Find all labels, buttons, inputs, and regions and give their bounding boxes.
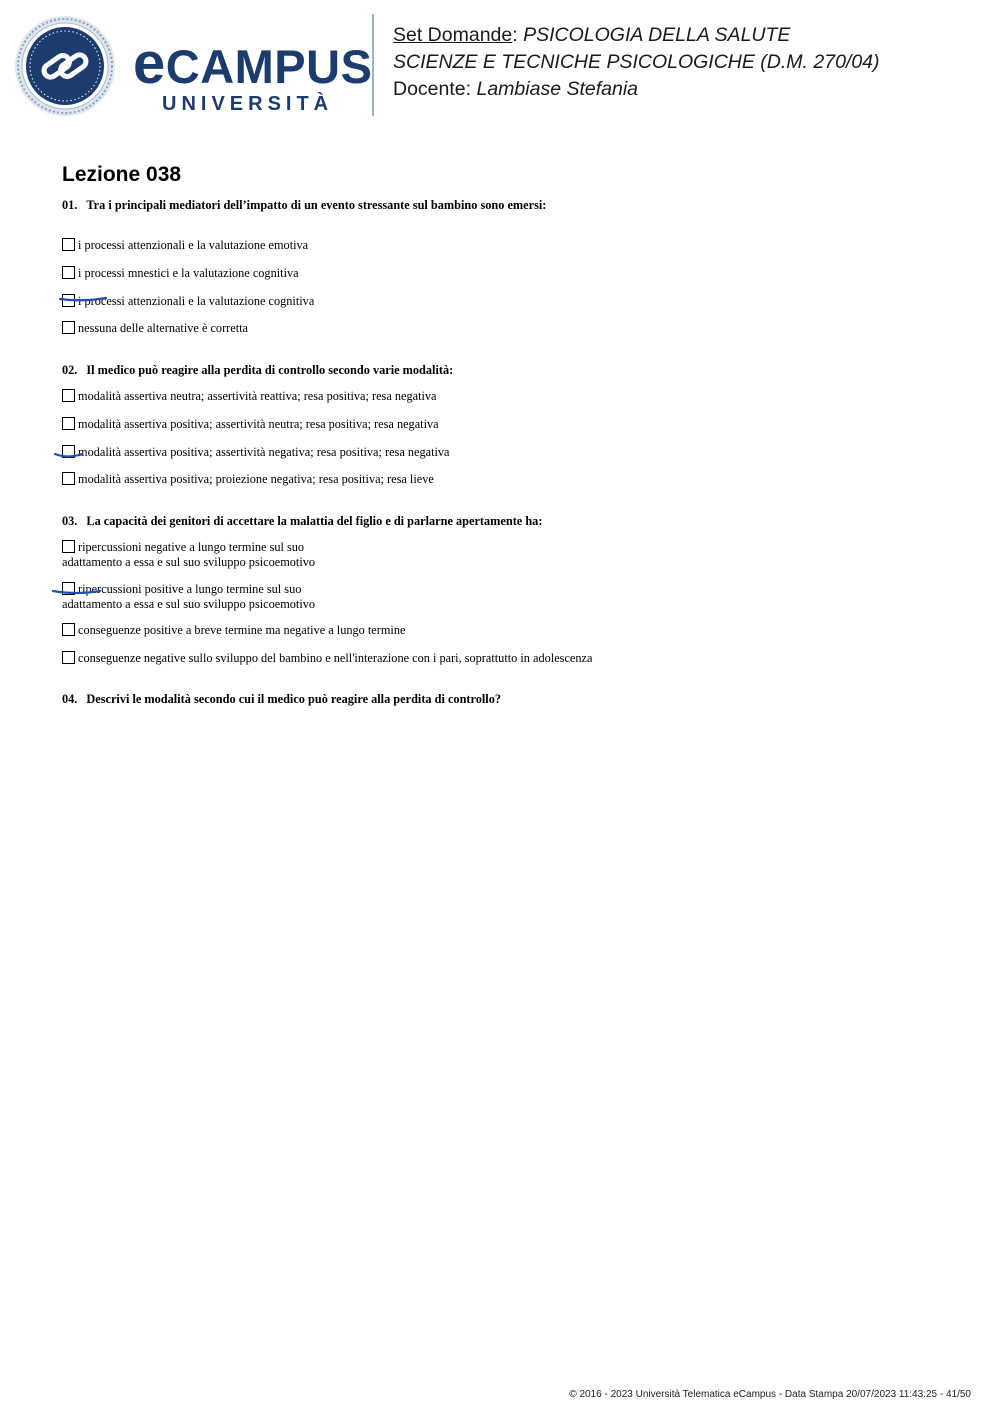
ecampus-wordmark (133, 31, 373, 115)
answer-option[interactable] (62, 294, 314, 309)
lesson-title: Lezione 038 (62, 163, 182, 186)
teacher-label: Docente (393, 78, 466, 100)
question-number: 03. (62, 514, 78, 528)
header-divider (372, 14, 374, 116)
page-header (0, 0, 1000, 130)
option-text: ripercussioni positive a lungo termine sul suo (78, 582, 302, 596)
answer-option[interactable] (62, 540, 315, 569)
answer-option[interactable] (62, 417, 439, 432)
answer-option[interactable] (62, 651, 592, 666)
answer-option[interactable] (62, 238, 308, 253)
option-text: modalità assertiva positiva; assertività negativa; resa positiva; resa negativa (78, 445, 450, 459)
option-text: modalità assertiva positiva; assertività neutra; resa positiva; resa negativa (78, 417, 439, 431)
option-text: i processi attenzionali e la valutazione cognitiva (78, 294, 315, 308)
checkbox[interactable] (62, 417, 75, 430)
answer-option[interactable] (62, 623, 405, 638)
checkbox[interactable] (62, 651, 75, 664)
question-04 (62, 692, 622, 706)
ecampus-seal-logo (14, 15, 116, 117)
option-text: modalità assertiva positiva; proiezione negativa; resa positiva; resa lieve (78, 472, 434, 486)
option-text-cont: adattamento a essa e sul suo sviluppo psicoemotivo (62, 554, 316, 569)
answer-option[interactable] (62, 266, 299, 281)
checkbox[interactable] (62, 389, 75, 402)
question-number: 04. (62, 692, 78, 706)
option-text: nessuna delle alternative è corretta (78, 321, 249, 335)
checkbox[interactable] (62, 294, 75, 307)
question-number: 02. (62, 363, 78, 377)
question-number: 01. (62, 198, 78, 212)
option-text: conseguenze positive a breve termine ma negative a lungo termine (78, 623, 406, 637)
answer-option[interactable] (62, 389, 437, 404)
answer-option[interactable] (62, 321, 248, 336)
answer-option[interactable] (62, 472, 434, 487)
question-01 (62, 198, 622, 212)
question-text: Il medico può reagire alla perdita di controllo secondo varie modalità: (86, 363, 454, 377)
question-text: La capacità dei genitori di accettare la malattia del figlio e di parlarne apertamente ha: (86, 514, 543, 528)
answer-option[interactable] (62, 582, 315, 611)
question-text: Descrivi le modalità secondo cui il medico può reagire alla perdita di controllo? (86, 692, 502, 706)
question-text: Tra i principali mediatori dell’impatto di un evento stressante sul bambino sono emersi: (86, 198, 547, 212)
checkbox[interactable] (62, 238, 75, 251)
question-02 (62, 363, 622, 377)
course-degree: SCIENZE E TECNICHE PSICOLOGICHE (D.M. 270/04) (393, 51, 880, 73)
teacher-name: Lambiase Stefania (476, 78, 639, 100)
checkbox[interactable] (62, 266, 75, 279)
answer-option[interactable] (62, 445, 450, 460)
checkbox[interactable] (62, 472, 75, 485)
checkbox[interactable] (62, 623, 75, 636)
option-text: modalità assertiva neutra; assertività reattiva; resa positiva; resa negativa (78, 389, 437, 403)
set-label: Set Domande (393, 24, 513, 46)
header-info (393, 22, 880, 103)
course-title: PSICOLOGIA DELLA SALUTE (523, 24, 791, 46)
option-text: i processi mnestici e la valutazione cognitiva (78, 266, 299, 280)
checkbox[interactable] (62, 445, 75, 458)
question-03 (62, 514, 622, 528)
set-line: Set Domande: PSICOLOGIA DELLA SALUTE (393, 24, 791, 46)
option-text: ripercussioni negative a lungo termine sul suo (78, 540, 305, 554)
option-text-cont: adattamento a essa e sul suo sviluppo psicoemotivo (62, 596, 316, 611)
checkbox[interactable] (62, 321, 75, 334)
degree-line (393, 49, 880, 76)
checkbox[interactable] (62, 540, 75, 553)
page-footer: © 2016 - 2023 Università Telematica eCampus - Data Stampa 20/07/2023 11:43:25 - 41/50 (569, 1389, 971, 1400)
checkbox[interactable] (62, 582, 75, 595)
teacher-line: Docente: Lambiase Stefania (393, 78, 639, 100)
option-text: conseguenze negative sullo sviluppo del bambino e nell'interazione con i pari, soprattutto in adolescenza (78, 651, 593, 665)
brand-sub: UNIVERSITÀ (162, 93, 334, 115)
brand-name: eCAMPUS (133, 31, 373, 96)
option-text: i processi attenzionali e la valutazione emotiva (78, 238, 309, 252)
